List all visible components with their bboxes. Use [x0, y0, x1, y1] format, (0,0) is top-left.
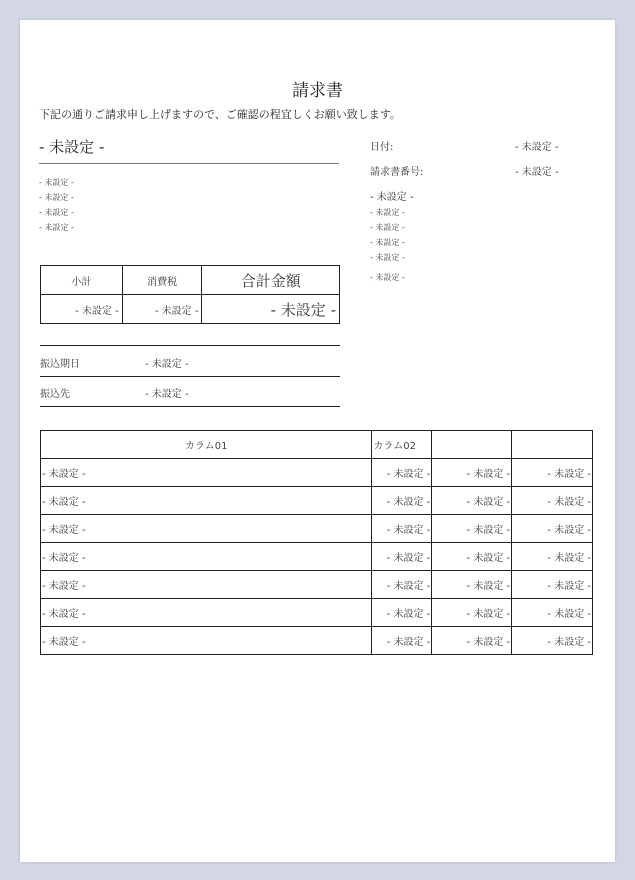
totals-value-row	[41, 295, 340, 324]
invoice-page	[20, 20, 615, 862]
payment-divider	[40, 406, 340, 407]
table-cell: - 未設定 -	[432, 515, 512, 543]
issuer-line: - 未設定 -	[370, 253, 405, 262]
table-cell: - 未設定 -	[41, 571, 372, 599]
subtotal-label: 小計	[41, 266, 123, 295]
invoice-number-label: 請求書番号:	[370, 167, 424, 178]
greeting-text: 下記の通りご請求申し上げますので、ご確認の程宜しくお願い致します。	[39, 108, 401, 121]
table-row	[41, 627, 593, 655]
table-cell: - 未設定 -	[372, 459, 432, 487]
issuer-line: - 未設定 -	[370, 223, 405, 232]
issuer-line: - 未設定 -	[370, 208, 405, 217]
table-cell: - 未設定 -	[432, 459, 512, 487]
table-cell: - 未設定 -	[512, 515, 593, 543]
table-cell: - 未設定 -	[372, 543, 432, 571]
table-row	[41, 543, 593, 571]
totals-header-row	[41, 266, 340, 295]
table-cell: - 未設定 -	[432, 543, 512, 571]
table-cell: - 未設定 -	[432, 599, 512, 627]
table-row	[41, 487, 593, 515]
table-cell: - 未設定 -	[432, 627, 512, 655]
date-label: 日付:	[370, 142, 394, 153]
table-row	[41, 571, 593, 599]
table-cell: - 未設定 -	[512, 571, 593, 599]
table-cell: - 未設定 -	[512, 459, 593, 487]
table-cell: - 未設定 -	[41, 459, 372, 487]
table-cell: - 未設定 -	[512, 487, 593, 515]
table-row	[41, 515, 593, 543]
table-cell: - 未設定 -	[372, 487, 432, 515]
table-row	[41, 599, 593, 627]
client-address-line: - 未設定 -	[39, 208, 74, 217]
table-cell: - 未設定 -	[372, 515, 432, 543]
account-value: - 未設定 -	[145, 389, 189, 400]
table-cell: - 未設定 -	[512, 627, 593, 655]
account-label: 振込先	[40, 389, 70, 400]
tax-label: 消費税	[122, 266, 202, 295]
column-header: カラム01	[41, 431, 372, 459]
items-table	[40, 430, 593, 655]
table-cell: - 未設定 -	[41, 599, 372, 627]
column-header: カラム02	[372, 431, 432, 459]
client-address-line: - 未設定 -	[39, 223, 74, 232]
issuer-name: - 未設定 -	[370, 192, 414, 203]
table-cell: - 未設定 -	[372, 571, 432, 599]
table-cell: - 未設定 -	[432, 571, 512, 599]
table-cell: - 未設定 -	[372, 599, 432, 627]
table-cell: - 未設定 -	[41, 515, 372, 543]
total-label: 合計金額	[202, 266, 340, 295]
invoice-number-value: - 未設定 -	[515, 167, 559, 178]
due-date-value: - 未設定 -	[145, 359, 189, 370]
payment-divider	[40, 376, 340, 377]
due-date-label: 振込期日	[40, 359, 80, 370]
tax-value: - 未設定 -	[122, 295, 202, 324]
table-cell: - 未設定 -	[41, 543, 372, 571]
table-cell: - 未設定 -	[372, 627, 432, 655]
subtotal-value: - 未設定 -	[41, 295, 123, 324]
issuer-extra: - 未設定 -	[370, 273, 405, 282]
table-cell: - 未設定 -	[512, 599, 593, 627]
table-row	[41, 459, 593, 487]
items-header-row	[41, 431, 593, 459]
page-title: 請求書	[292, 81, 343, 101]
column-header	[432, 431, 512, 459]
client-name: - 未設定 -	[39, 138, 105, 156]
date-value: - 未設定 -	[515, 142, 559, 153]
issuer-line: - 未設定 -	[370, 238, 405, 247]
table-cell: - 未設定 -	[41, 487, 372, 515]
client-address-line: - 未設定 -	[39, 178, 74, 187]
table-cell: - 未設定 -	[512, 543, 593, 571]
client-address-line: - 未設定 -	[39, 193, 74, 202]
column-header	[512, 431, 593, 459]
table-cell: - 未設定 -	[432, 487, 512, 515]
total-value: - 未設定 -	[202, 295, 340, 324]
table-cell: - 未設定 -	[41, 627, 372, 655]
totals-table	[40, 265, 340, 324]
client-name-underline	[39, 163, 339, 164]
payment-divider	[40, 345, 340, 346]
